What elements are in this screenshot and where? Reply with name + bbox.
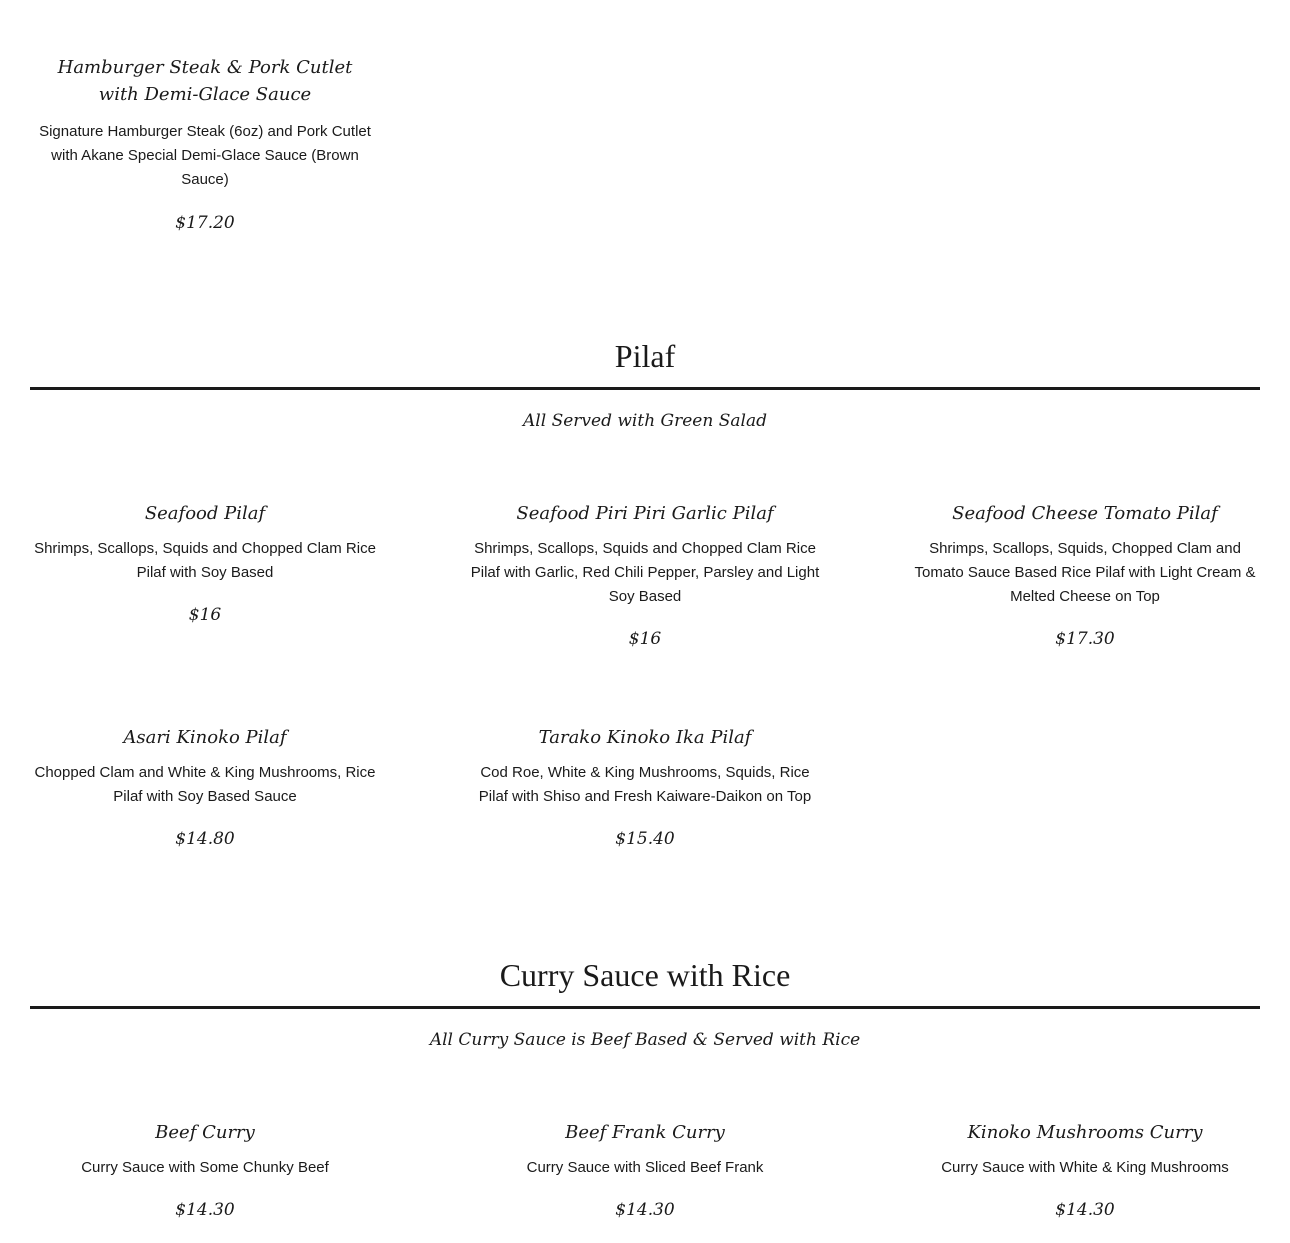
menu-item-price: $17.20 <box>175 213 235 233</box>
section-title-curry: Curry Sauce with Rice <box>499 957 791 993</box>
menu-item-seafood-cheese-tomato-pilaf <box>909 500 1261 651</box>
menu-item-price: $14.30 <box>175 1200 235 1220</box>
menu-item-price: $14.30 <box>1055 1200 1115 1220</box>
menu-item-tarako-kinoko-ika-pilaf <box>469 724 821 851</box>
menu-item-beef-curry <box>29 1119 381 1222</box>
menu-item-name: Beef Frank Curry <box>565 1122 725 1143</box>
menu-item-name: Hamburger Steak & Pork Cutlet with Demi-Glace Sauce <box>57 57 353 105</box>
menu-item-description: Shrimps, Scallops, Squids, Chopped Clam and Tomato Sauce Based Rice Pilaf with Light Cream & Melted Cheese on Top <box>914 540 1256 605</box>
menu-item-description: Chopped Clam and White & King Mushrooms, Rice Pilaf with Soy Based Sauce <box>34 764 376 805</box>
menu-item-description: Cod Roe, White & King Mushrooms, Squids, Rice Pilaf with Shiso and Fresh Kaiware-Daikon on Top <box>478 764 812 805</box>
menu-item-price: $15.40 <box>615 829 675 849</box>
menu-item-name: Tarako Kinoko Ika Pilaf <box>538 727 752 748</box>
section-subtitle-pilaf: All Served with Green Salad <box>523 411 767 431</box>
menu-item-name: Seafood Cheese Tomato Pilaf <box>952 503 1218 524</box>
menu-item-description: Shrimps, Scallops, Squids and Chopped Clam Rice Pilaf with Garlic, Red Chili Pepper, Parsley and Light Soy Based <box>470 540 820 605</box>
menu-item-description: Curry Sauce with White & King Mushrooms <box>941 1159 1229 1176</box>
menu-item-price: $14.80 <box>175 829 235 849</box>
menu-item-asari-kinoko-pilaf <box>29 724 381 851</box>
section-subtitle-curry: All Curry Sauce is Beef Based & Served with Rice <box>429 1030 861 1050</box>
menu-item-seafood-piri-piri-garlic-pilaf <box>469 500 821 651</box>
menu-item-name: Seafood Piri Piri Garlic Pilaf <box>516 503 774 524</box>
menu-item-name: Seafood Pilaf <box>144 503 266 524</box>
menu-item-description: Curry Sauce with Some Chunky Beef <box>81 1159 329 1176</box>
section-title-pilaf: Pilaf <box>614 338 676 374</box>
menu-item-name: Kinoko Mushrooms Curry <box>967 1122 1203 1143</box>
section-divider <box>30 387 1260 390</box>
section-divider <box>30 1006 1260 1009</box>
menu-item-kinoko-mushrooms-curry <box>909 1119 1261 1222</box>
menu-item-seafood-pilaf <box>29 500 381 627</box>
menu-item-description: Curry Sauce with Sliced Beef Frank <box>526 1159 764 1176</box>
menu-item-price: $16 <box>628 629 662 649</box>
menu-item-beef-frank-curry <box>469 1119 821 1222</box>
menu-item-description: Signature Hamburger Steak (6oz) and Pork Cutlet with Akane Special Demi-Glace Sauce (Brown Sauce) <box>39 123 371 188</box>
menu-item-price: $17.30 <box>1055 629 1115 649</box>
menu-item-price: $14.30 <box>615 1200 675 1220</box>
menu-item-name: Beef Curry <box>155 1122 255 1143</box>
menu-item-name: Asari Kinoko Pilaf <box>123 727 287 748</box>
menu-item-price: $16 <box>188 605 222 625</box>
menu-item-description: Shrimps, Scallops, Squids and Chopped Clam Rice Pilaf with Soy Based <box>34 540 376 581</box>
menu-item-hamburger-steak-pork-cutlet <box>29 54 381 235</box>
